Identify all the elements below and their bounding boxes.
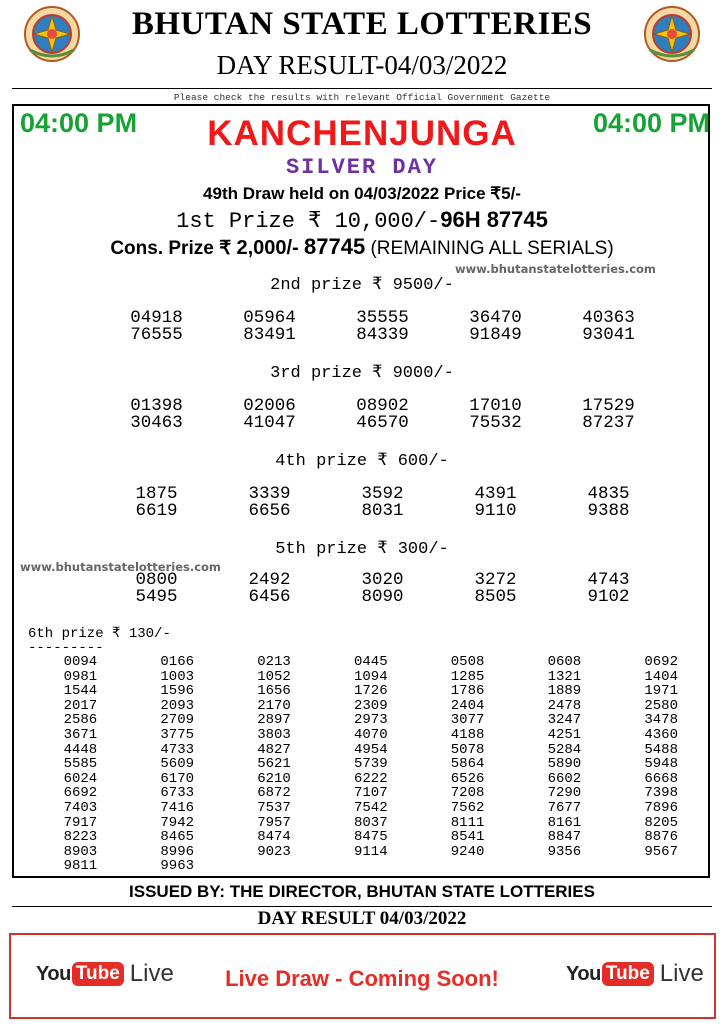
draw-time-right: 04:00 PM	[592, 108, 710, 138]
prize-number: 08902	[356, 396, 409, 416]
lottery-name: KANCHENJUNGA	[207, 114, 517, 153]
sixth-prize-grid	[32, 655, 697, 874]
sixth-prize-number: 2093	[160, 697, 194, 714]
sixth-prize-number: 1003	[160, 668, 194, 685]
sixth-prize-number: 7537	[257, 799, 291, 816]
youtube-tube-text: Tube	[602, 962, 654, 986]
sixth-prize-number: 7403	[63, 799, 98, 816]
sixth-prize-number: 2586	[63, 712, 98, 729]
sixth-prize-number: 8847	[547, 829, 582, 846]
sixth-prize-number: 3478	[644, 712, 678, 729]
draw-info: 49th Draw held on 04/03/2022 Price ₹5/-	[203, 184, 521, 203]
prize-heading: 4th prize ₹ 600/-	[275, 452, 449, 471]
sixth-prize-number: 8475	[353, 829, 388, 846]
prize-number: 4391	[474, 484, 517, 504]
sixth-prize-number: 1596	[160, 683, 194, 700]
prize-number: 9110	[474, 501, 517, 521]
prize-number-grid	[100, 486, 640, 520]
prize-number: 3272	[474, 570, 517, 590]
sixth-prize-number: 1656	[257, 683, 291, 700]
footer-divider	[12, 906, 712, 907]
prize-heading: 5th prize ₹ 300/-	[275, 540, 449, 559]
sixth-prize-number: 2580	[644, 697, 678, 714]
sixth-prize-number: 5621	[257, 756, 291, 773]
sixth-prize-number: 7208	[450, 785, 485, 802]
sixth-prize-number: 5488	[644, 741, 678, 758]
sixth-prize-number: 5078	[450, 741, 485, 758]
sixth-prize-number: 6526	[450, 770, 485, 787]
prize-number: 0800	[135, 570, 178, 590]
prize-number: 87237	[582, 413, 635, 433]
sixth-prize-number: 0508	[450, 654, 485, 670]
sixth-prize-number: 3247	[547, 712, 582, 729]
sixth-prize-number: 2897	[257, 712, 291, 729]
prize-number: 6656	[248, 501, 291, 521]
sixth-prize-number: 7542	[353, 799, 388, 816]
sixth-prize-heading: 6th prize ₹ 130/-	[28, 626, 171, 642]
sixth-prize-number: 2709	[160, 712, 194, 729]
sixth-prize-number: 2170	[257, 697, 291, 714]
sixth-prize-number: 1052	[257, 668, 291, 685]
prize-number: 01398	[130, 396, 183, 416]
sixth-prize-number: 5948	[644, 756, 678, 773]
sixth-prize-number: 1404	[644, 668, 678, 685]
sixth-prize-number: 6668	[644, 770, 678, 787]
sixth-prize-number: 2309	[353, 697, 388, 714]
prize-number: 17010	[469, 396, 522, 416]
sixth-prize-number: 6170	[160, 770, 194, 787]
prize-heading: 2nd prize ₹ 9500/-	[270, 276, 454, 295]
draw-time-left: 04:00 PM	[20, 108, 138, 138]
youtube-tube-text: Tube	[72, 962, 124, 986]
sixth-prize-number: 1971	[644, 683, 678, 700]
prize-number: 46570	[356, 413, 409, 433]
prize-number-grid	[100, 572, 640, 606]
sixth-prize-number: 0692	[644, 654, 678, 670]
sixth-prize-number: 5609	[160, 756, 194, 773]
gazette-note: Please check the results with relevant Official Government Gazette	[173, 92, 551, 103]
website-watermark: www.bhutanstatelotteries.com	[20, 560, 221, 574]
sixth-prize-number: 7398	[644, 785, 678, 802]
sixth-prize-number: 9567	[644, 843, 678, 860]
sixth-prize-number: 3671	[63, 726, 98, 743]
cons-prize-number: 87745	[304, 234, 366, 259]
youtube-live-text: Live	[659, 960, 704, 987]
sixth-prize-number: 7677	[547, 799, 582, 816]
cons-prize-label: Cons. Prize ₹	[110, 238, 232, 259]
prize-number: 6619	[135, 501, 178, 521]
youtube-live-text: Live	[129, 960, 174, 987]
header-divider	[12, 88, 712, 89]
sixth-prize-number: 8876	[644, 829, 678, 846]
prize-heading: 3rd prize ₹ 9000/-	[270, 364, 454, 383]
prize-number: 76555	[130, 325, 183, 345]
sixth-prize-number: 2404	[450, 697, 485, 714]
prize-number: 02006	[243, 396, 296, 416]
cons-prize-amount: 2,000/-	[236, 237, 299, 259]
prize-number: 4743	[587, 570, 630, 590]
sixth-prize-number: 6872	[257, 785, 291, 802]
sixth-prize-number: 0608	[547, 654, 582, 670]
sixth-prize-number: 5585	[63, 756, 98, 773]
sixth-prize-number: 1544	[63, 683, 98, 700]
sixth-prize-number: 8474	[257, 829, 291, 846]
prize-number: 93041	[582, 325, 635, 345]
sixth-prize-number: 4360	[644, 726, 678, 743]
sixth-prize-number: 8223	[63, 829, 98, 846]
sixth-prize-number: 0445	[353, 654, 388, 670]
sixth-prize-number: 0213	[257, 654, 291, 670]
sixth-prize-number: 8903	[63, 843, 98, 860]
sixth-prize-number: 5890	[547, 756, 582, 773]
prize-number: 4835	[587, 484, 630, 504]
sixth-prize-number: 1321	[547, 668, 582, 685]
sixth-prize-number: 7562	[450, 799, 485, 816]
sixth-prize-number: 0166	[160, 654, 194, 670]
live-draw-message: Live Draw - Coming Soon!	[225, 966, 499, 991]
sixth-prize-number: 4448	[63, 741, 98, 758]
website-watermark: www.bhutanstatelotteries.com	[455, 262, 656, 276]
sixth-prize-number: 9023	[257, 843, 291, 860]
sixth-prize-number: 3775	[160, 726, 194, 743]
draw-day-name: SILVER DAY	[285, 155, 439, 180]
sixth-prize-number: 8465	[160, 829, 194, 846]
prize-number: 3020	[361, 570, 404, 590]
prize-number: 2492	[248, 570, 291, 590]
first-prize-label: 1st Prize ₹ 10,000/-	[176, 209, 441, 234]
sixth-prize-number: 1285	[450, 668, 485, 685]
youtube-you-text: You	[566, 962, 601, 985]
sixth-prize-number: 7290	[547, 785, 582, 802]
sixth-prize-number: 6602	[547, 770, 582, 787]
sixth-prize-number: 8205	[644, 814, 678, 831]
prize-number: 8090	[361, 587, 404, 607]
sixth-prize-number: 3803	[257, 726, 291, 743]
prize-number: 8505	[474, 587, 517, 607]
sixth-prize-number: 4070	[353, 726, 388, 743]
sixth-prize-number: 9356	[547, 843, 582, 860]
sixth-prize-number: 9240	[450, 843, 485, 860]
prize-number: 5495	[135, 587, 178, 607]
sixth-prize-number: 5864	[450, 756, 485, 773]
sixth-prize-number: 2478	[547, 697, 582, 714]
sixth-prize-number: 7416	[160, 799, 194, 816]
prize-number: 41047	[243, 413, 296, 433]
sixth-prize-number: 9963	[160, 858, 194, 875]
sixth-prize-number: 5739	[353, 756, 388, 773]
prize-number: 9102	[587, 587, 630, 607]
sixth-prize-number: 7917	[63, 814, 98, 831]
issued-by: ISSUED BY: THE DIRECTOR, BHUTAN STATE LOTTERIES	[129, 882, 595, 901]
prize-number: 3592	[361, 484, 404, 504]
page-title: BHUTAN STATE LOTTERIES	[131, 6, 593, 42]
sixth-prize-number: 6733	[160, 785, 194, 802]
first-prize	[0, 207, 724, 234]
sixth-prize-number: 6210	[257, 770, 291, 787]
first-prize-number: 96H 87745	[440, 207, 548, 232]
sixth-prize-number: 1726	[353, 683, 388, 700]
sixth-prize-number: 2973	[353, 712, 388, 729]
sixth-prize-divider: ---------	[28, 640, 104, 656]
sixth-prize-number: 0094	[63, 654, 98, 670]
prize-number-grid	[100, 310, 640, 344]
cons-prize-note: (REMAINING ALL SERIALS)	[370, 238, 614, 259]
sixth-prize-number: 9811	[63, 858, 98, 875]
sixth-prize-number: 2017	[63, 697, 98, 714]
prize-number: 8031	[361, 501, 404, 521]
sixth-prize-number: 8996	[160, 843, 194, 860]
prize-number: 30463	[130, 413, 183, 433]
sixth-prize-number: 4188	[450, 726, 485, 743]
sixth-prize-number: 1889	[547, 683, 582, 700]
sixth-prize-number: 4827	[257, 741, 291, 758]
sixth-prize-number: 7957	[257, 814, 291, 831]
sixth-prize-number: 0981	[63, 668, 98, 685]
sixth-prize-number: 6692	[63, 785, 98, 802]
sixth-prize-number: 4251	[547, 726, 582, 743]
prize-number: 3339	[248, 484, 291, 504]
prize-number: 9388	[587, 501, 630, 521]
prize-number: 36470	[469, 308, 522, 328]
consolation-prize	[0, 234, 724, 260]
prize-number: 84339	[356, 325, 409, 345]
sixth-prize-number: 7942	[160, 814, 194, 831]
sixth-prize-number: 8541	[450, 829, 485, 846]
prize-number: 17529	[582, 396, 635, 416]
sixth-prize-number: 5284	[547, 741, 582, 758]
prize-number: 40363	[582, 308, 635, 328]
sixth-prize-number: 4733	[160, 741, 194, 758]
sixth-prize-number: 9114	[353, 843, 388, 860]
prize-number: 1875	[135, 484, 178, 504]
sixth-prize-number: 3077	[450, 712, 485, 729]
sixth-prize-number: 6024	[63, 770, 98, 787]
prize-number: 05964	[243, 308, 296, 328]
sixth-prize-number: 8111	[450, 814, 485, 831]
sixth-prize-number: 7107	[353, 785, 388, 802]
sixth-prize-number: 8161	[547, 814, 582, 831]
youtube-logo-icon[interactable]	[566, 958, 704, 990]
prize-number: 91849	[469, 325, 522, 345]
sixth-prize-number: 1786	[450, 683, 485, 700]
prize-number: 75532	[469, 413, 522, 433]
footer-result-date: DAY RESULT 04/03/2022	[257, 908, 467, 929]
youtube-you-text: You	[36, 962, 71, 985]
sixth-prize-number: 4954	[353, 741, 388, 758]
sixth-prize-number: 1094	[353, 668, 388, 685]
prize-number: 35555	[356, 308, 409, 328]
prize-number-grid	[100, 398, 640, 432]
prize-number: 6456	[248, 587, 291, 607]
prize-number: 83491	[243, 325, 296, 345]
prize-number: 04918	[130, 308, 183, 328]
sixth-prize-number: 7896	[644, 799, 678, 816]
sixth-prize-number: 8037	[353, 814, 388, 831]
result-date-subtitle: DAY RESULT-04/03/2022	[216, 50, 508, 80]
sixth-prize-number: 6222	[353, 770, 388, 787]
